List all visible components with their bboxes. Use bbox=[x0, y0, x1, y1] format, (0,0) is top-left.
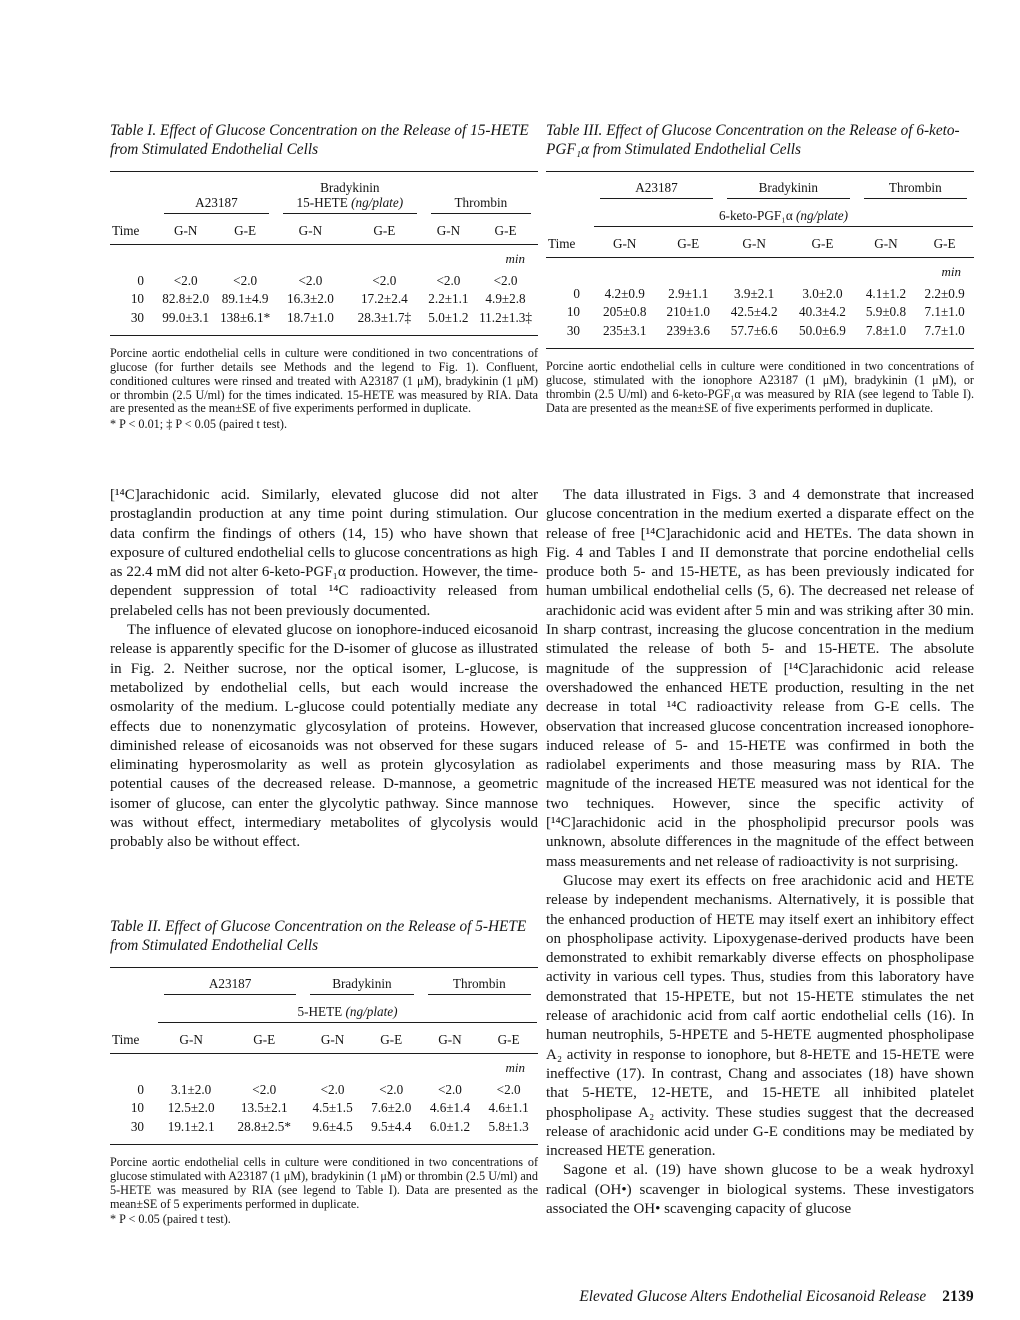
table-cell: 40.3±4.2 bbox=[799, 304, 846, 320]
table-cell: <2.0 bbox=[320, 1082, 345, 1098]
table-cell: 89.1±4.9 bbox=[221, 291, 269, 307]
table-1-significance: * P < 0.01; ‡ P < 0.05 (paired t test). bbox=[110, 417, 288, 432]
table-row bbox=[110, 1099, 538, 1117]
table-3-footnote: Porcine aortic endothelial cells in culture were conditioned in two concentrations of glucose, stimulated with the ionophore A23187 (1 μM), bradykinin (1 μM), or thrombin (2.5 U/ml) and 6-keto-PGF₁α was measured by RIA (see legend to Table I). Data are presented as the mean±SE of five experiments performed in duplicate. bbox=[546, 358, 974, 415]
table-2-assay-row bbox=[110, 995, 538, 1023]
table-cell: 17.2±2.4 bbox=[360, 291, 408, 307]
group-header-a23187: A23187 bbox=[157, 968, 303, 996]
table-2-caption bbox=[110, 918, 538, 955]
table-cell: 13.5±2.1 bbox=[240, 1100, 288, 1116]
group-header-thrombin: Thrombin bbox=[424, 172, 538, 215]
left-column bbox=[110, 0, 538, 1320]
table-cell: 2.2±0.9 bbox=[924, 286, 965, 302]
table-2 bbox=[110, 967, 538, 1145]
table-cell: 7.8±1.0 bbox=[865, 322, 907, 338]
col-header: G-E bbox=[234, 223, 257, 238]
table-cell: 0 bbox=[573, 286, 580, 302]
paragraph: The influence of elevated glucose on ionophore-induced eicosanoid release is apparently specific for the D-isomer of glucose as illustrated in Fig. 2. Neither sucrose, nor the optical isomer, L-glucose, is metabolized by endothelial cells, but each would increase the osmolarity of the medium. L-glucose could potentially mediate any effects due to nonenzymatic glycosylation of proteins. However, diminished release of eicosanoids was not observed for these sugars eliminating hyperosmolarity as well as protein glycosylation as potential causes of the decreased release. D-mannose, a geometric isomer of glucose, can enter the glycolytic pathway. Since mannose was without effect, intermediary metabolites of glycolysis would probably also be without effect. bbox=[110, 622, 538, 851]
table-cell: 5.9±0.8 bbox=[865, 304, 907, 320]
table-1-footnote: Porcine aortic endothelial cells in culture were conditioned in two concentrations of glucose (for further details see Methods and the legend to Fig. 1). Confluent, conditioned cultures were rinsed and treated with A23187 (1 μM), bradykinin (1 μM) or thrombin (2.5 U/ml) for the times indicated. 15-HETE was measured by RIA. Data are presented as the mean±SE of five experiments performed in duplicate. bbox=[110, 345, 538, 416]
table-cell: 99.0±3.1 bbox=[162, 309, 210, 325]
table-3-label: Table III. bbox=[546, 122, 603, 139]
table-cell: 3.0±2.0 bbox=[802, 286, 843, 302]
col-header-time: Time bbox=[548, 236, 576, 251]
table-cell: 4.6±1.4 bbox=[429, 1100, 471, 1116]
table-cell: 10 bbox=[130, 1100, 144, 1116]
table-cell: 57.7±6.6 bbox=[730, 322, 778, 338]
table-3-caption bbox=[546, 122, 974, 159]
table-row bbox=[546, 285, 974, 303]
table-cell: <2.0 bbox=[436, 273, 461, 289]
table-cell: 0 bbox=[137, 273, 144, 289]
table-cell: 18.7±1.0 bbox=[286, 309, 334, 325]
table-1-label: Table I. bbox=[110, 122, 157, 139]
table-2-subheader-row bbox=[110, 1023, 538, 1054]
table-cell: 7.6±2.0 bbox=[371, 1100, 412, 1116]
col-header: G-N bbox=[613, 236, 637, 251]
table-2-label: Table II. bbox=[110, 918, 162, 935]
table-3-assay-row bbox=[546, 199, 974, 227]
right-body-text bbox=[546, 486, 974, 1219]
table-cell: 28.3±1.7‡ bbox=[357, 309, 412, 325]
table-row bbox=[110, 1118, 538, 1145]
table-cell: 7.7±1.0 bbox=[924, 322, 965, 338]
table-cell: 50.0±6.9 bbox=[799, 322, 846, 338]
col-header: G-N bbox=[179, 1032, 203, 1047]
table-cell: <2.0 bbox=[252, 1082, 277, 1098]
table-cell: 10 bbox=[566, 304, 580, 320]
table-cell: 3.1±2.0 bbox=[171, 1082, 212, 1098]
table-cell: 12.5±2.0 bbox=[167, 1100, 215, 1116]
table-cell: 4.1±1.2 bbox=[865, 286, 907, 302]
table-cell: 30 bbox=[130, 1118, 144, 1134]
table-1-caption bbox=[110, 122, 538, 159]
table-2-footnote: Porcine aortic endothelial cells in culture were conditioned in two concentrations of glucose stimulated with A23187 (1 μM), bradykinin (1 μM) or thrombin (2.5 U/ml) and 5-HETE was measured by RIA (see legend to Table I). Data are presented as the mean±SE of 5 experiments performed in duplicate. bbox=[110, 1154, 538, 1211]
page-number: 2139 bbox=[942, 1288, 974, 1305]
table-cell: 4.6±1.1 bbox=[488, 1100, 529, 1116]
table-cell: 10 bbox=[130, 291, 144, 307]
table-cell: 11.2±1.3‡ bbox=[479, 309, 532, 325]
col-header: G-E bbox=[373, 223, 396, 238]
table-cell: 5.8±1.3 bbox=[488, 1118, 529, 1134]
col-header-time: Time bbox=[112, 1032, 140, 1047]
table-cell: 4.2±0.9 bbox=[604, 286, 645, 302]
table-1 bbox=[110, 171, 538, 336]
assay-header: 5-HETE (ng/plate) bbox=[157, 995, 538, 1023]
left-body-text bbox=[110, 486, 538, 853]
col-header: G-N bbox=[298, 223, 323, 238]
table-cell: 239±3.6 bbox=[666, 322, 710, 338]
col-header: G-N bbox=[438, 1032, 462, 1047]
col-header: G-E bbox=[497, 1032, 520, 1047]
group-header-a23187: A23187 bbox=[593, 172, 720, 200]
table-cell: 30 bbox=[566, 322, 580, 338]
table-cell: 2.9±1.1 bbox=[668, 286, 709, 302]
table-cell: 4.5±1.5 bbox=[312, 1100, 353, 1116]
table-cell: <2.0 bbox=[298, 273, 323, 289]
table-3-section bbox=[546, 122, 974, 415]
table-cell: <2.0 bbox=[493, 273, 518, 289]
table-cell: <2.0 bbox=[173, 273, 198, 289]
table-3 bbox=[546, 171, 974, 349]
table-row bbox=[110, 272, 538, 290]
table-cell: <2.0 bbox=[496, 1082, 521, 1098]
col-header: G-E bbox=[253, 1032, 276, 1047]
right-column bbox=[546, 0, 974, 1320]
table-cell: <2.0 bbox=[372, 273, 397, 289]
table-cell: 0 bbox=[137, 1082, 144, 1098]
table-cell: 235±3.1 bbox=[602, 322, 647, 338]
table-1-head bbox=[110, 172, 538, 245]
table-2-section bbox=[110, 918, 538, 1227]
table-2-head bbox=[110, 968, 538, 1054]
table-cell: 6.0±1.2 bbox=[429, 1118, 471, 1134]
col-header: G-N bbox=[874, 236, 898, 251]
col-header: G-E bbox=[494, 223, 517, 238]
table-1-subheader-row bbox=[110, 214, 538, 245]
col-header: G-N bbox=[436, 223, 461, 238]
table-cell: 16.3±2.0 bbox=[286, 291, 334, 307]
table-cell: <2.0 bbox=[379, 1082, 404, 1098]
group-header-a23187: A23187 bbox=[157, 172, 276, 215]
col-header: G-E bbox=[933, 236, 956, 251]
table-3-group-row bbox=[546, 172, 974, 200]
table-cell: 19.1±2.1 bbox=[167, 1118, 215, 1134]
table-cell: 9.5±4.4 bbox=[371, 1118, 412, 1134]
running-title: Elevated Glucose Alters Endothelial Eicosanoid Release bbox=[579, 1288, 927, 1305]
table-1-group-row bbox=[110, 172, 538, 215]
table-3-title-text: Effect of Glucose Concentration on the Release of 6-keto-PGF₁α from Stimulated Endothelial Cells bbox=[546, 122, 960, 158]
table-1-section bbox=[110, 122, 538, 432]
table-cell: <2.0 bbox=[437, 1082, 462, 1098]
table-cell: 9.6±4.5 bbox=[312, 1118, 353, 1134]
table-cell: 2.2±1.1 bbox=[428, 291, 469, 307]
table-2-significance: * P < 0.05 (paired t test). bbox=[110, 1212, 231, 1227]
time-unit-row: min bbox=[505, 251, 525, 266]
col-header-time: Time bbox=[112, 223, 140, 238]
assay-header: 6-keto-PGF₁α (ng/plate) bbox=[593, 199, 974, 227]
table-cell: 3.9±2.1 bbox=[734, 286, 775, 302]
col-header: G-N bbox=[742, 236, 766, 251]
group-header-bradykinin: Bradykinin bbox=[303, 968, 420, 996]
table-cell: 5.0±1.2 bbox=[428, 309, 469, 325]
table-cell: 82.8±2.0 bbox=[162, 291, 210, 307]
time-unit-row: min bbox=[941, 264, 961, 279]
table-row bbox=[110, 309, 538, 336]
group-header-bradykinin: Bradykinin bbox=[720, 172, 857, 200]
col-header: G-E bbox=[677, 236, 700, 251]
table-row bbox=[110, 1081, 538, 1099]
table-cell: 210±1.0 bbox=[666, 304, 710, 320]
paragraph: The data illustrated in Figs. 3 and 4 demonstrate that increased glucose concentration in the medium exerted a disparate effect on the release of free [¹⁴C]arachidonic acid and HETEs. The data shown in Fig. 4 and Tables I and II demonstrate that porcine endothelial cells produce both 5- and 15-HETE, as has been previously indicated for human umbilical endothelial cells (5, 6). The decreased net release of arachidonic acid was evident after 5 min and was striking after 30 min. In sharp contrast, increasing the glucose concentration in the medium stimulated the release of both 5- and 15-HETE. The absolute magnitude of the suppression of [¹⁴C]arachidonic acid release overshadowed the enhanced HETE production, resulting in the net decrease in total ¹⁴C radioactivity release from G-E cells. The observation that increased glucose concentration increased ionophore-induced release of 5- and 15-HETE was confirmed in both the radiolabel experiments and those measuring mass by RIA. The magnitude of the increased HETE measured was not identical for the two techniques. However, since the specific activity of [¹⁴C]arachidonic acid in the phospholipid precursor pools was unknown, absolute differences in the magnitude of the effect between mass measurements and net release of radioactivity is not surprising. bbox=[546, 487, 974, 870]
paragraph: Sagone et al. (19) have shown glucose to be a weak hydroxyl radical (OH•) scavenger in biological systems. These investigators associated the OH• scavenging capacity of glucose bbox=[546, 1162, 974, 1217]
col-header: G-E bbox=[811, 236, 834, 251]
group-header-thrombin: Thrombin bbox=[421, 968, 538, 996]
table-cell: 4.9±2.8 bbox=[485, 291, 526, 307]
table-cell: 7.1±1.0 bbox=[924, 304, 965, 320]
table-cell: 205±0.8 bbox=[602, 304, 647, 320]
table-row bbox=[110, 290, 538, 308]
paragraph: [¹⁴C]arachidonic acid. Similarly, elevated glucose did not alter prostaglandin production at any time point during stimulation. Our data confirm the findings of others (14, 15) who have shown that exposure of cultured endothelial cells to glucose concentrations as high as 22.4 mM did not alter 6-keto-PGF₁α production. However, the time-dependent suppression of total ¹⁴C radioactivity released from prelabeled cells has not been previously documented. bbox=[110, 487, 538, 619]
col-header: G-N bbox=[320, 1032, 345, 1047]
table-1-title-text: Effect of Glucose Concentration on the Release of 15-HETE from Stimulated Endothelial Cells bbox=[110, 122, 529, 158]
table-row bbox=[546, 303, 974, 321]
group-header-thrombin: Thrombin bbox=[857, 172, 974, 200]
paragraph: Glucose may exert its effects on free arachidonic acid and HETE release by independent mechanisms. Alternatively, it is possible that the enhanced production of HETE may itself exert an inhibitory effect on phospholipase activity. Lipoxygenase-derived products have been demonstrated to exhibit remarkably diverse effects on phospholipase activity in various cell types. Thus, studies from this laboratory have demonstrated that 15-HPETE, but not 15-HETE stimulates the net release of arachidonic acid from calf aortic endothelial cells (16). In human neutrophils, 5-HPETE and 5-HETE augmented phospholipase A₂ activity in response to ionophore, but 8-HETE and 15-HETE were ineffective (17). In contrast, Chang and associates (18) have shown that 5-HETE, 12-HETE, and 15-HETE all inhibited platelet phospholipase A₂ activity. These studies suggest that the decreased release of arachidonic acid under G-E conditions may be mediated by increased HETE generation. bbox=[546, 872, 974, 1160]
time-unit-row: min bbox=[505, 1060, 525, 1075]
col-header: G-E bbox=[380, 1032, 403, 1047]
page-footer bbox=[546, 1288, 974, 1306]
col-header: G-N bbox=[173, 223, 198, 238]
table-2-title-text: Effect of Glucose Concentration on the Release of 5-HETE from Stimulated Endothelial Cells bbox=[110, 918, 527, 954]
group-header-bradykinin: Bradykinin 15-HETE (ng/plate) bbox=[276, 172, 424, 215]
table-3-subheader-row bbox=[546, 227, 974, 258]
table-cell: <2.0 bbox=[233, 273, 258, 289]
table-cell: 138±6.1* bbox=[220, 309, 271, 325]
table-cell: 28.8±2.5* bbox=[237, 1118, 291, 1134]
table-2-group-row bbox=[110, 968, 538, 996]
table-cell: 30 bbox=[130, 309, 144, 325]
table-row bbox=[546, 322, 974, 349]
table-3-head bbox=[546, 172, 974, 258]
table-cell: 42.5±4.2 bbox=[730, 304, 778, 320]
